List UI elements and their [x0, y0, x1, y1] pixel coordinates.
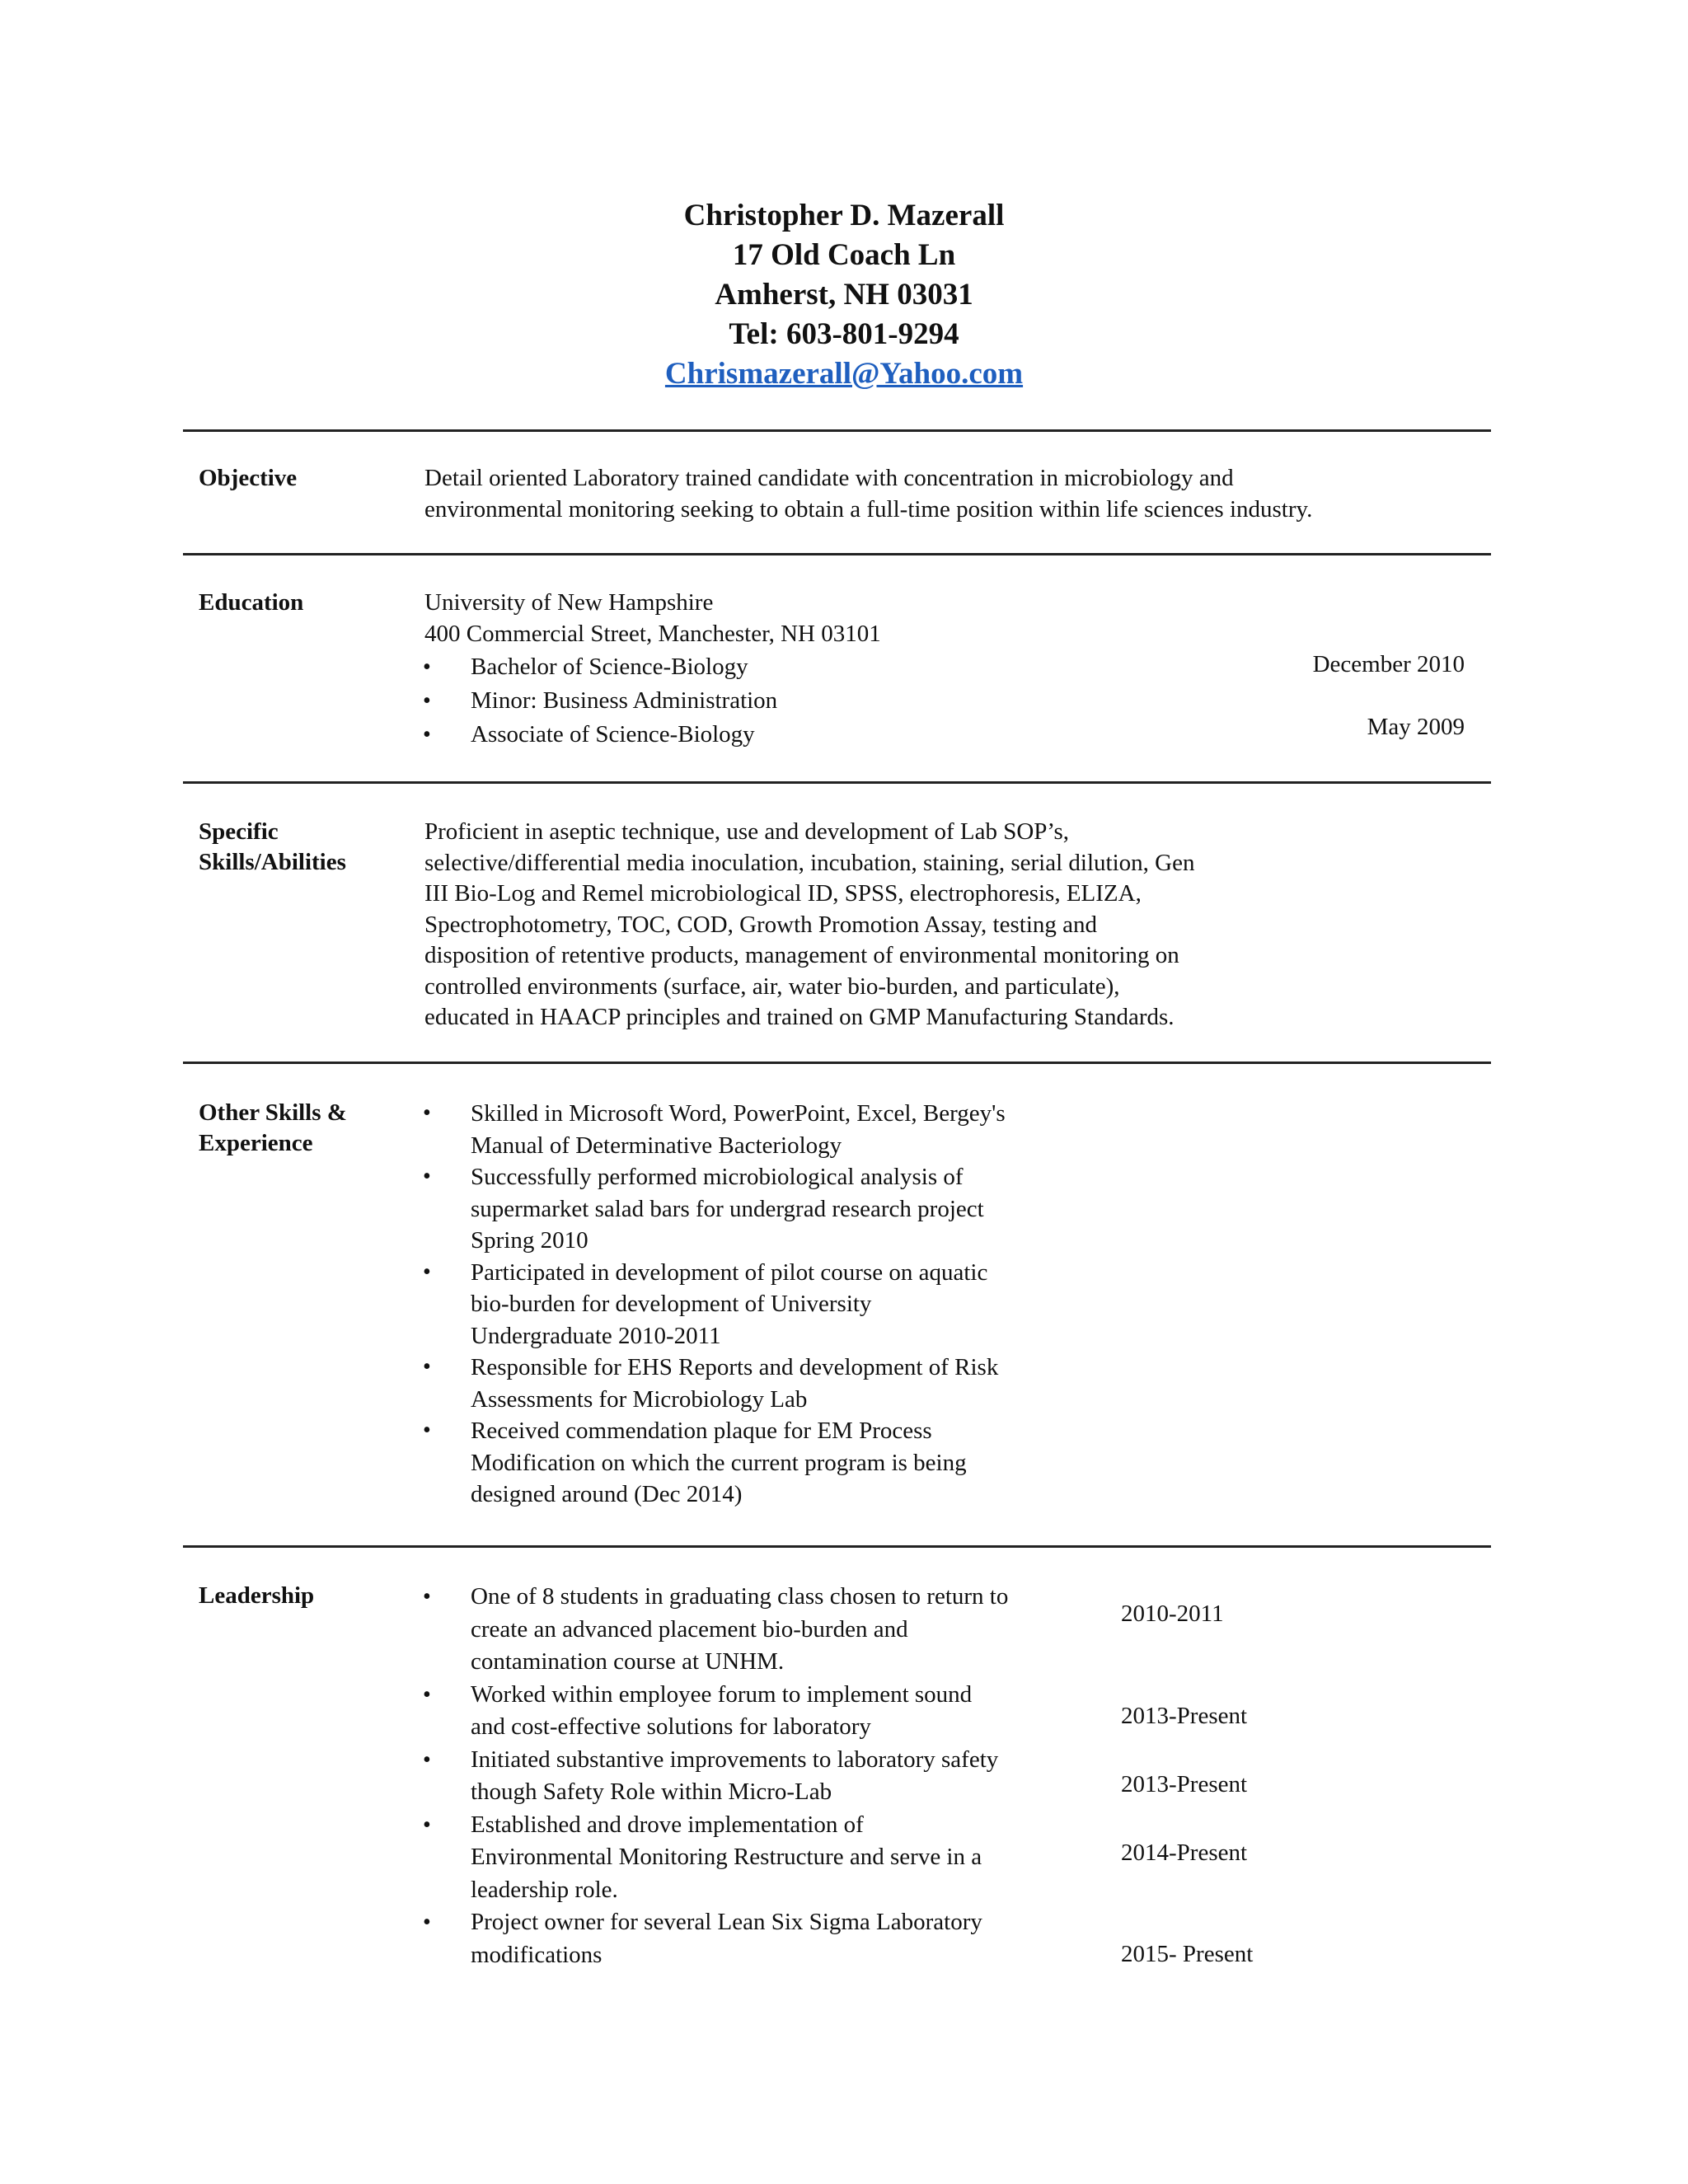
- item-line: • Successfully performed microbiological analysis of: [471, 1164, 964, 1190]
- item-line: Manual of Determinative Bacteriology: [471, 1132, 842, 1159]
- degree-date: May 2009: [1367, 714, 1465, 740]
- item-line: • Skilled in Microsoft Word, PowerPoint, Excel, Bergey's: [471, 1100, 1006, 1127]
- item-line: bio-burden for development of University: [471, 1291, 872, 1317]
- list-item: [421, 1906, 1008, 1971]
- list-item: [421, 1161, 1006, 1257]
- email-link[interactable]: Chrismazerall@Yahoo.com: [664, 357, 1024, 391]
- objective-label: Objective: [199, 465, 298, 491]
- section-divider: [183, 429, 1491, 432]
- item-line: Spring 2010: [471, 1227, 588, 1254]
- education-label: Education: [199, 589, 304, 616]
- item-line: Undergraduate 2010-2011: [471, 1322, 721, 1349]
- objective-text: [424, 463, 1312, 525]
- item-line: Modification on which the current program is being: [471, 1449, 967, 1476]
- item-line: • Worked within employee forum to implement sound: [471, 1680, 973, 1708]
- list-item: [421, 1415, 1006, 1511]
- degree-list: [421, 650, 777, 752]
- degree-date: December 2010: [1312, 651, 1465, 677]
- section-divider: [183, 553, 1491, 555]
- other-label-line: Experience: [199, 1130, 313, 1156]
- other-label-line: Other Skills &: [199, 1099, 347, 1126]
- item-line: and cost-effective solutions for laboratory: [471, 1713, 871, 1740]
- item-line: • Participated in development of pilot course on aquatic: [471, 1258, 988, 1286]
- leadership-list: [421, 1581, 1008, 1971]
- list-item: [421, 1679, 1008, 1744]
- school-name: University of New Hampshire: [424, 589, 714, 616]
- section-divider: [183, 781, 1491, 784]
- item-line: though Safety Role within Micro-Lab: [471, 1779, 832, 1805]
- leadership-date: 2015- Present: [1121, 1941, 1254, 1967]
- skills-line: Spectrophotometry, TOC, COD, Growth Promotion Assay, testing and: [424, 911, 1097, 938]
- item-line: • Project owner for several Lean Six Sigma Laboratory: [471, 1909, 982, 1935]
- skills-label-line: Specific: [199, 818, 279, 845]
- item-line: supermarket salad bars for undergrad research project: [471, 1195, 984, 1222]
- skills-line: Proficient in aseptic technique, use and development of Lab SOP’s,: [424, 818, 1070, 845]
- street-address: 17 Old Coach Ln: [732, 238, 956, 272]
- list-item: • Bachelor of Science-Biology: [421, 650, 777, 684]
- city-state-zip: Amherst, NH 03031: [715, 278, 973, 312]
- list-item: [421, 1257, 1006, 1352]
- item-line: • Responsible for EHS Reports and development of Risk: [471, 1354, 999, 1380]
- list-item: • Minor: Business Administration: [421, 684, 777, 718]
- item-line: leadership role.: [471, 1876, 618, 1903]
- section-divider: [183, 1545, 1491, 1548]
- leadership-label: Leadership: [199, 1582, 315, 1609]
- other-skills-list: [421, 1098, 1006, 1511]
- education-school: [424, 588, 881, 649]
- leadership-date: 2013-Present: [1121, 1703, 1248, 1729]
- leadership-date: 2014-Present: [1121, 1840, 1248, 1866]
- contact-header: [0, 196, 1688, 394]
- item-line: • Initiated substantive improvements to laboratory safety: [471, 1746, 999, 1773]
- other-skills-label: [199, 1098, 347, 1159]
- item-line: create an advanced placement bio-burden and: [471, 1615, 908, 1643]
- skills-line: selective/differential media inoculation, incubation, staining, serial dilution, Gen: [424, 849, 1195, 876]
- skills-line: III Bio-Log and Remel microbiological ID, SPSS, electrophoresis, ELIZA,: [424, 880, 1142, 907]
- item-line: contamination course at UNHM.: [471, 1648, 785, 1675]
- skills-text: [424, 817, 1194, 1033]
- candidate-name: Christopher D. Mazerall: [683, 199, 1005, 232]
- objective-line: environmental monitoring seeking to obtain a full-time position within life sciences industry.: [424, 495, 1313, 523]
- school-address: 400 Commercial Street, Manchester, NH 03101: [424, 620, 881, 647]
- section-divider: [183, 1062, 1491, 1064]
- skills-line: disposition of retentive products, management of environmental monitoring on: [424, 942, 1179, 968]
- list-item: • Associate of Science-Biology: [421, 718, 777, 752]
- skills-line: educated in HAACP principles and trained on GMP Manufacturing Standards.: [424, 1004, 1175, 1030]
- item-line: Environmental Monitoring Restructure and serve in a: [471, 1844, 982, 1870]
- item-line: modifications: [471, 1941, 603, 1968]
- list-item: [421, 1352, 1006, 1415]
- list-item: [421, 1809, 1008, 1907]
- objective-line: Detail oriented Laboratory trained candidate with concentration in microbiology and: [424, 465, 1234, 491]
- item-line: designed around (Dec 2014): [471, 1481, 743, 1507]
- skills-label: [199, 817, 346, 878]
- item-line: • Received commendation plaque for EM Process: [471, 1418, 932, 1444]
- list-item: [421, 1744, 1008, 1809]
- item-line: • One of 8 students in graduating class chosen to return to: [471, 1583, 1009, 1610]
- list-item: [421, 1098, 1006, 1161]
- leadership-date: 2010-2011: [1121, 1601, 1224, 1627]
- skills-label-line: Skills/Abilities: [199, 849, 346, 875]
- phone-number: Tel: 603-801-9294: [729, 317, 959, 351]
- item-line: • Established and drove implementation of: [471, 1811, 864, 1838]
- list-item: [421, 1581, 1008, 1679]
- skills-line: controlled environments (surface, air, water bio-burden, and particulate),: [424, 972, 1120, 1000]
- leadership-date: 2013-Present: [1121, 1771, 1248, 1797]
- item-line: Assessments for Microbiology Lab: [471, 1385, 808, 1413]
